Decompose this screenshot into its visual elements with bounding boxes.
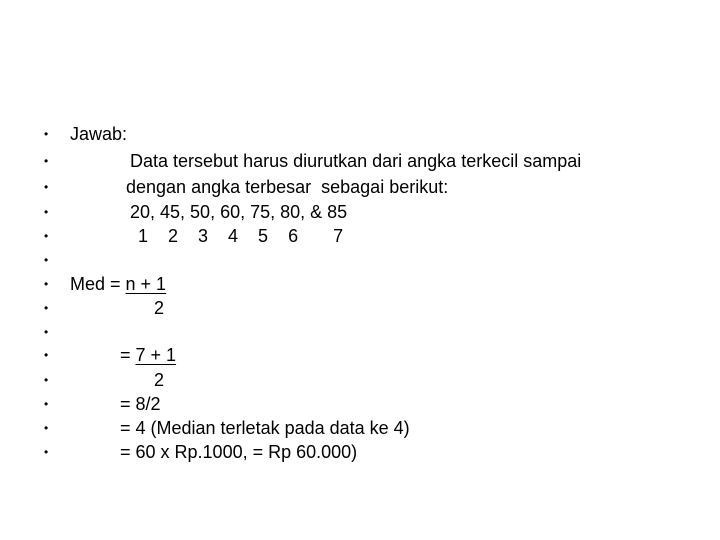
median-formula <box>70 272 166 296</box>
bullet: • <box>44 348 49 362</box>
list-item <box>0 149 720 173</box>
list-item <box>0 224 720 248</box>
list-item <box>0 320 720 344</box>
bullet: • <box>44 445 49 459</box>
list-item <box>0 416 720 440</box>
explanation-line-2: dengan angka terbesar sebagai berikut: <box>126 177 449 197</box>
data-positions: 1 2 3 4 5 6 7 <box>138 226 344 246</box>
median-position: = 4 (Median terletak pada data ke 4) <box>120 418 410 438</box>
formula-numerator: n + 1 <box>125 274 167 294</box>
bullet: • <box>44 154 49 168</box>
list-item <box>0 272 720 296</box>
substitution-denominator: 2 <box>154 370 165 390</box>
bullet: • <box>44 421 49 435</box>
list-item <box>0 248 720 272</box>
answer-heading: Jawab: <box>70 124 128 144</box>
bullet: • <box>44 277 49 291</box>
list-item <box>0 122 720 146</box>
sorted-data: 20, 45, 50, 60, 75, 80, & 85 <box>130 202 348 222</box>
list-item <box>0 343 720 367</box>
substitution <box>120 343 176 367</box>
list-item <box>0 368 720 392</box>
list-item <box>0 440 720 464</box>
division-step: = 8/2 <box>120 394 161 414</box>
list-item <box>0 175 720 199</box>
substitution-numerator: 7 + 1 <box>135 345 177 365</box>
formula-denominator: 2 <box>154 298 165 318</box>
bullet: • <box>44 229 49 243</box>
bullet: • <box>44 205 49 219</box>
bullet: • <box>44 301 49 315</box>
list-item <box>0 392 720 416</box>
bullet: • <box>44 373 49 387</box>
formula-prefix: Med = <box>70 274 126 294</box>
list-item <box>0 296 720 320</box>
explanation-line-1: Data tersebut harus diurutkan dari angka terkecil sampai <box>130 151 582 171</box>
median-result: = 60 x Rp.1000, = Rp 60.000) <box>120 442 358 462</box>
bullet: • <box>44 253 49 267</box>
bullet: • <box>44 325 49 339</box>
substitution-prefix: = <box>120 345 136 365</box>
list-item <box>0 200 720 224</box>
bullet: • <box>44 180 49 194</box>
bullet: • <box>44 397 49 411</box>
bullet: • <box>44 127 49 141</box>
